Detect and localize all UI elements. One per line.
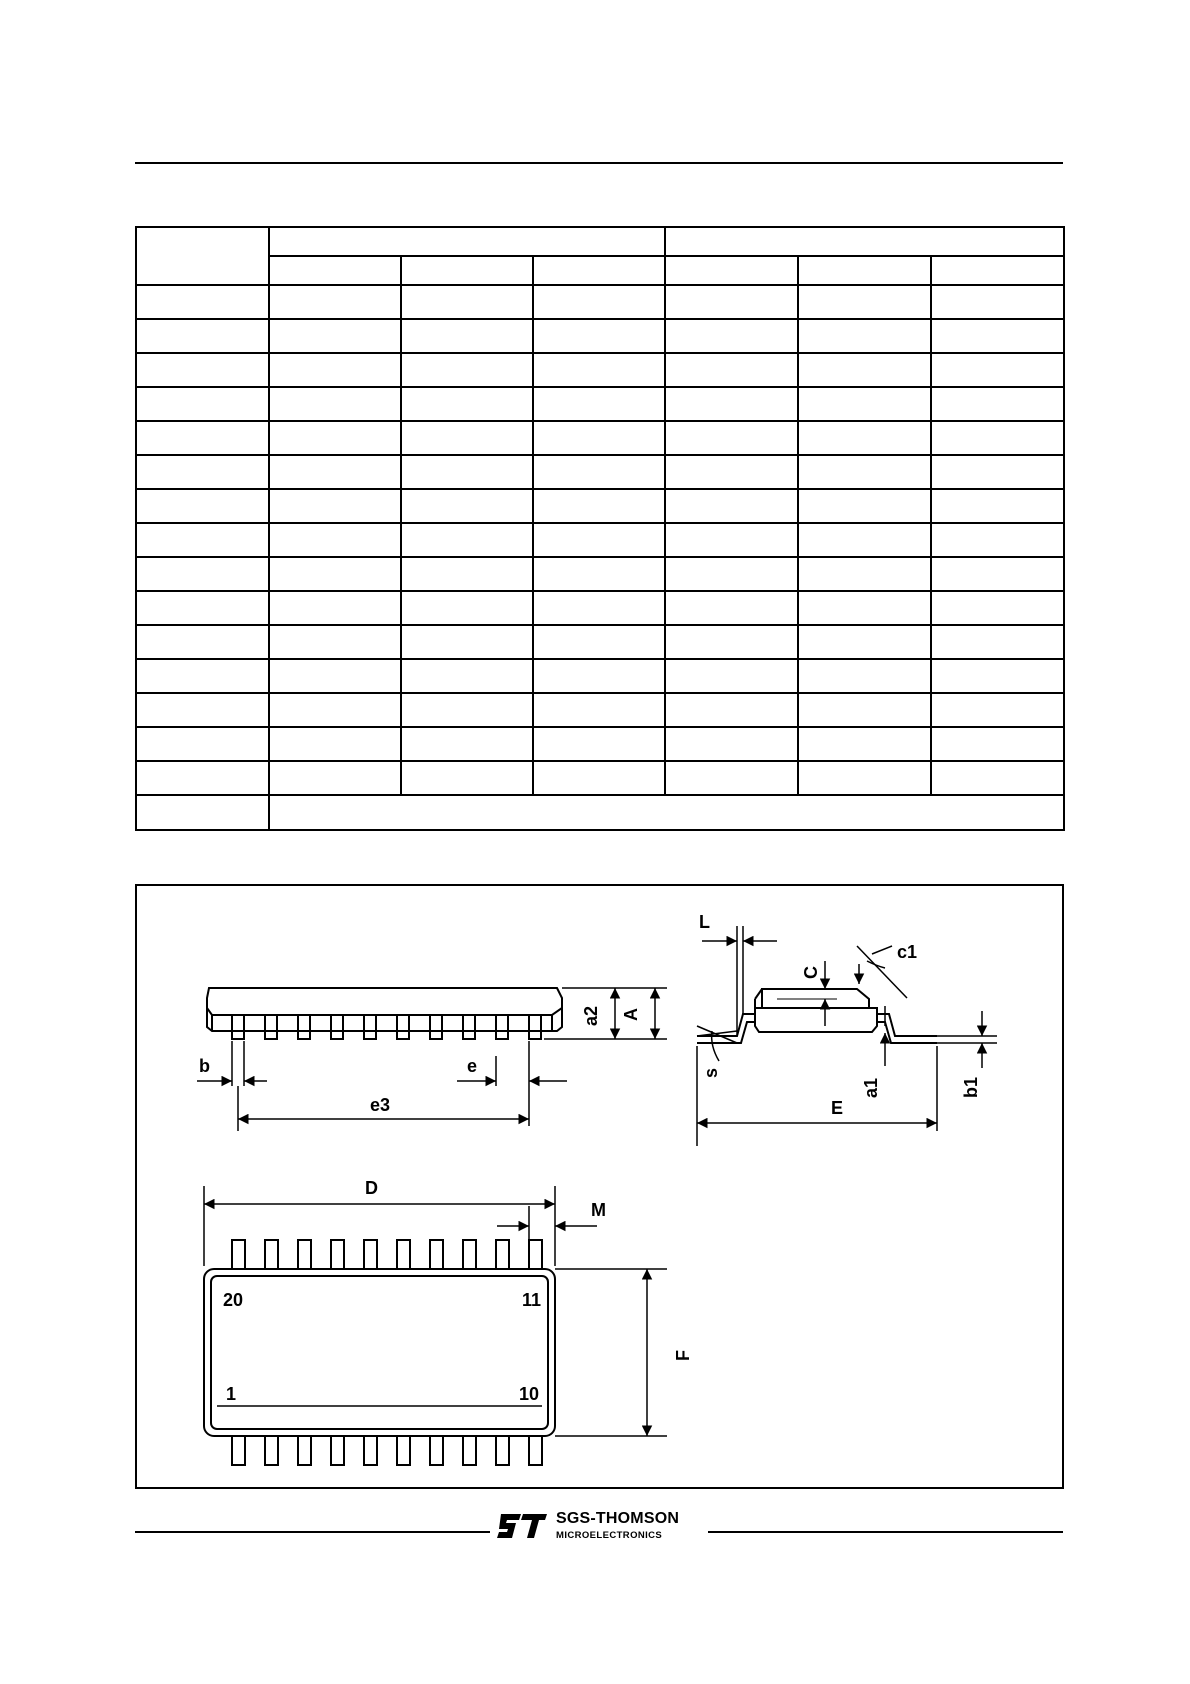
table-cell	[533, 727, 665, 761]
table-cell	[931, 727, 1064, 761]
table-cell	[136, 421, 269, 455]
dimensions-table	[135, 226, 1065, 831]
table-cell	[401, 387, 533, 421]
table-header-cell	[401, 256, 533, 285]
pin-label-11: 11	[522, 1290, 542, 1310]
label-c1: c1	[897, 942, 918, 962]
table-row	[136, 557, 1064, 591]
table-cell	[269, 285, 401, 319]
table-row	[136, 659, 1064, 693]
label-E: E	[831, 1098, 844, 1118]
table-cell	[136, 285, 269, 319]
top-view-lower-leads	[232, 1436, 542, 1465]
table-cell	[533, 591, 665, 625]
table-row	[136, 319, 1064, 353]
dimension-M	[497, 1206, 597, 1240]
table-cell	[136, 523, 269, 557]
footer-rule-right	[708, 1531, 1063, 1533]
table-cell	[931, 421, 1064, 455]
table-cell	[136, 353, 269, 387]
label-F: F	[673, 1350, 693, 1361]
table-row	[136, 693, 1064, 727]
st-logo-icon	[495, 1512, 551, 1540]
table-header-row	[136, 227, 1064, 256]
table-cell	[665, 761, 798, 795]
table-cell	[665, 727, 798, 761]
table-header-cell	[798, 256, 931, 285]
table-cell	[136, 489, 269, 523]
table-cell	[931, 693, 1064, 727]
table-cell	[665, 489, 798, 523]
dimension-b1	[897, 1011, 997, 1068]
table-row	[136, 727, 1064, 761]
table-cell	[533, 353, 665, 387]
table-row	[136, 285, 1064, 319]
table-cell	[798, 761, 931, 795]
table-cell	[665, 387, 798, 421]
table-cell	[665, 523, 798, 557]
table-cell	[798, 557, 931, 591]
table-cell	[533, 421, 665, 455]
table-cell	[931, 761, 1064, 795]
top-view-body	[204, 1269, 555, 1436]
table-cell	[136, 319, 269, 353]
table-cell	[533, 285, 665, 319]
dimension-F	[555, 1269, 667, 1436]
table-cell	[533, 693, 665, 727]
dimension-L	[702, 926, 777, 1036]
table-cell	[269, 489, 401, 523]
table-cell	[136, 727, 269, 761]
table-row	[136, 455, 1064, 489]
table-cell	[401, 659, 533, 693]
table-cell	[798, 625, 931, 659]
pin-label-10: 10	[519, 1384, 540, 1404]
table-row	[136, 523, 1064, 557]
header-rule	[135, 162, 1063, 164]
table-cell	[533, 761, 665, 795]
label-a2: a2	[581, 1005, 601, 1026]
table-header-cell	[533, 256, 665, 285]
table-cell	[136, 557, 269, 591]
table-cell	[665, 421, 798, 455]
table-cell	[269, 625, 401, 659]
table-cell	[931, 319, 1064, 353]
table-cell	[401, 591, 533, 625]
table-cell	[269, 319, 401, 353]
label-L: L	[699, 912, 710, 932]
table-cell	[269, 795, 1064, 830]
table-cell	[931, 659, 1064, 693]
table-cell	[665, 319, 798, 353]
label-e3: e3	[370, 1095, 391, 1115]
table-header-cell	[665, 227, 1064, 256]
table-cell	[533, 625, 665, 659]
table-cell	[798, 591, 931, 625]
table-cell	[931, 455, 1064, 489]
table-cell	[665, 285, 798, 319]
table-header-cell	[931, 256, 1064, 285]
table-cell	[533, 523, 665, 557]
label-e: e	[467, 1056, 478, 1076]
table-cell	[798, 659, 931, 693]
table-cell	[798, 693, 931, 727]
table-cell	[798, 455, 931, 489]
table-cell	[533, 659, 665, 693]
label-b: b	[199, 1056, 210, 1076]
table-cell	[136, 659, 269, 693]
table-cell	[931, 557, 1064, 591]
table-cell	[401, 523, 533, 557]
table-cell	[665, 659, 798, 693]
table-row	[136, 353, 1064, 387]
label-D: D	[365, 1178, 378, 1198]
table-cell	[665, 455, 798, 489]
pin-label-20: 20	[223, 1290, 244, 1310]
table-cell	[798, 319, 931, 353]
table-cell	[136, 387, 269, 421]
table-cell	[269, 353, 401, 387]
label-M: M	[591, 1200, 606, 1220]
brand-name: SGS-THOMSON	[556, 1510, 680, 1527]
table-cell	[136, 455, 269, 489]
table-row	[136, 761, 1064, 795]
table-row	[136, 489, 1064, 523]
label-C: C	[801, 966, 821, 979]
table-row	[136, 387, 1064, 421]
package-drawing	[137, 886, 1062, 1487]
brand-subtitle: MICROELECTRONICS	[556, 1530, 663, 1541]
table-cell	[798, 523, 931, 557]
table-cell	[401, 489, 533, 523]
package-drawing-frame	[135, 884, 1064, 1489]
table-cell	[136, 625, 269, 659]
table-cell	[269, 761, 401, 795]
table-cell	[401, 625, 533, 659]
dimension-E	[697, 1046, 937, 1146]
table-cell	[136, 795, 269, 830]
table-row	[136, 625, 1064, 659]
table-cell	[401, 319, 533, 353]
table-cell	[401, 557, 533, 591]
table-cell	[533, 489, 665, 523]
table-cell	[533, 319, 665, 353]
label-s: s	[701, 1067, 721, 1078]
table-cell	[401, 353, 533, 387]
table-cell	[136, 693, 269, 727]
dimension-e	[457, 1041, 567, 1126]
table-cell	[269, 693, 401, 727]
table-cell	[665, 353, 798, 387]
table-cell	[401, 761, 533, 795]
table-cell	[665, 625, 798, 659]
table-cell	[798, 353, 931, 387]
table-cell	[931, 489, 1064, 523]
label-b1: b1	[961, 1076, 981, 1098]
table-cell	[665, 591, 798, 625]
table-cell	[269, 455, 401, 489]
table-cell	[401, 727, 533, 761]
table-row	[136, 421, 1064, 455]
table-cell	[798, 727, 931, 761]
end-view-leads	[697, 1014, 937, 1043]
label-A: A	[621, 1008, 641, 1021]
table-cell	[931, 591, 1064, 625]
table-cell	[533, 455, 665, 489]
table-cell	[136, 761, 269, 795]
side-view-leads	[232, 1015, 541, 1039]
table-cell	[269, 591, 401, 625]
top-view-upper-leads	[232, 1240, 542, 1269]
table-cell	[269, 421, 401, 455]
table-cell	[269, 659, 401, 693]
table-cell	[665, 693, 798, 727]
table-subheader-row	[136, 256, 1064, 285]
table-cell	[931, 353, 1064, 387]
table-cell	[931, 387, 1064, 421]
table-cell	[269, 557, 401, 591]
table-cell	[798, 489, 931, 523]
table-row	[136, 591, 1064, 625]
table-cell	[269, 727, 401, 761]
table-header-cell	[665, 256, 798, 285]
table-row	[136, 795, 1064, 830]
table-cell	[798, 421, 931, 455]
label-a1: a1	[861, 1077, 881, 1098]
pin-label-1: 1	[226, 1384, 237, 1404]
end-view-body	[755, 989, 877, 1032]
table-cell	[533, 387, 665, 421]
footer-rule-left	[135, 1531, 490, 1533]
table-cell	[931, 625, 1064, 659]
table-cell	[401, 455, 533, 489]
table-cell	[798, 387, 931, 421]
table-header-cell	[269, 256, 401, 285]
table-cell	[269, 523, 401, 557]
table-header-cell	[136, 227, 269, 285]
table-cell	[269, 387, 401, 421]
table-cell	[401, 421, 533, 455]
table-cell	[533, 557, 665, 591]
table-cell	[136, 591, 269, 625]
table-header-cell	[269, 227, 665, 256]
table-cell	[931, 285, 1064, 319]
table-cell	[401, 285, 533, 319]
table-cell	[665, 557, 798, 591]
table-cell	[931, 523, 1064, 557]
table-cell	[401, 693, 533, 727]
table-cell	[798, 285, 931, 319]
